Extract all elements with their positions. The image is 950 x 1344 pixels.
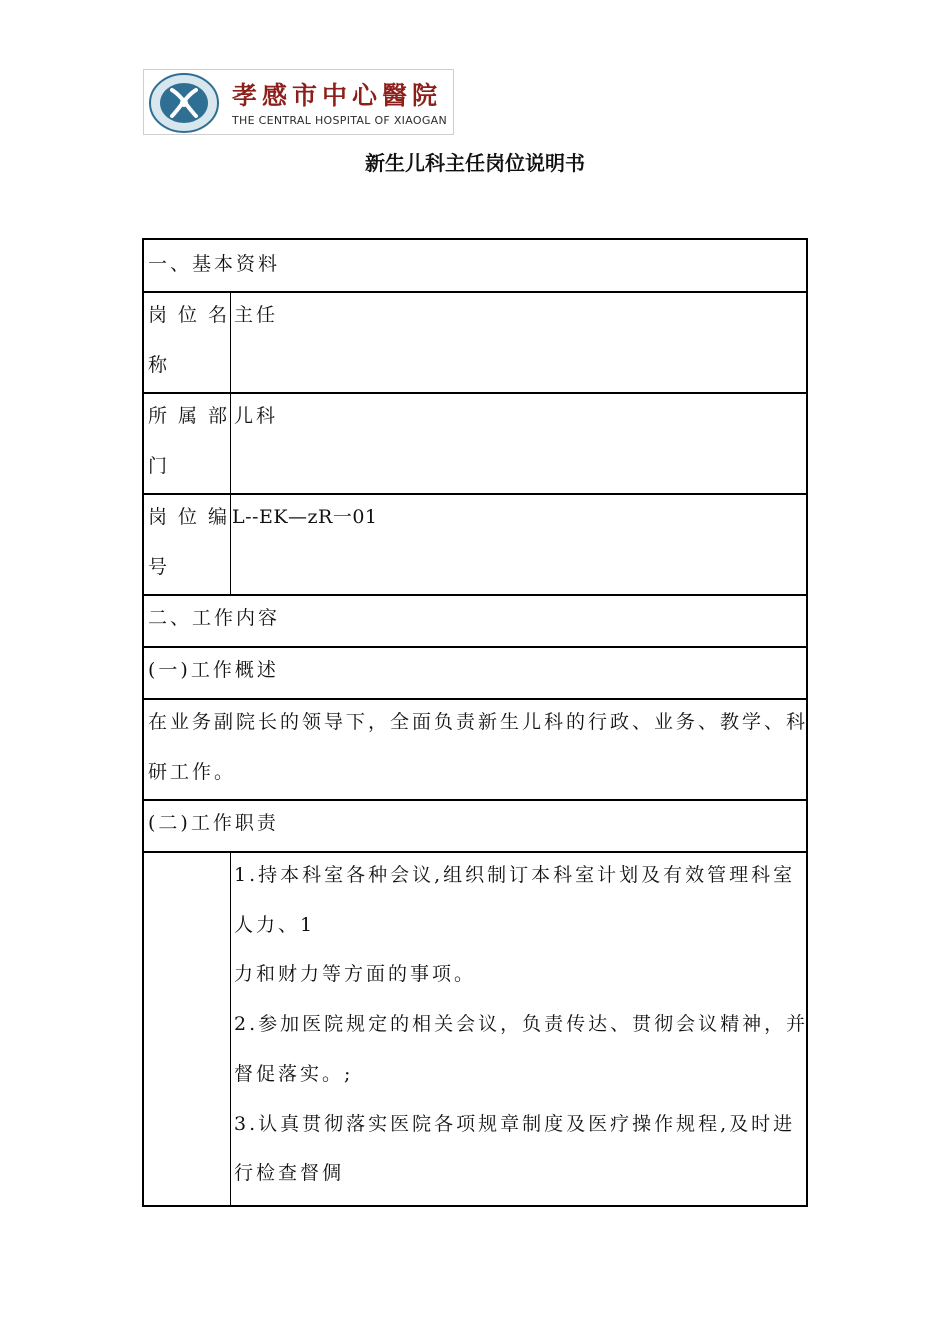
post-code-value: L--EK—zR一01 bbox=[232, 506, 378, 528]
overview-text-line: 研工作。 bbox=[148, 761, 237, 783]
row-divider bbox=[144, 698, 806, 700]
row-divider bbox=[144, 291, 806, 293]
overview-text-line: 在业务副院长的领导下，全面负责新生儿科的行政、业务、教学、科 bbox=[148, 711, 809, 733]
hospital-emblem-icon bbox=[148, 72, 220, 134]
department-label-cont: 门 bbox=[148, 455, 168, 477]
hospital-name-cn: 孝感市中心醫院 bbox=[232, 81, 443, 110]
section-basic-info: 一、基本资料 bbox=[148, 253, 281, 275]
hospital-logo bbox=[143, 69, 454, 135]
row-divider bbox=[144, 594, 806, 596]
duty-line: 行检查督倜 bbox=[234, 1162, 345, 1184]
post-name-value: 主任 bbox=[234, 304, 279, 326]
document-title: 新生儿科主任岗位说明书 bbox=[365, 151, 585, 175]
row-divider bbox=[144, 851, 806, 853]
post-code-label-cont: 号 bbox=[148, 556, 168, 578]
duty-line: 1.持本科室各种会议,组织制订本科室计划及有效管理科室 bbox=[234, 864, 796, 886]
section-work-content: 二、工作内容 bbox=[148, 607, 281, 629]
post-code-label: 岗位编 bbox=[148, 506, 239, 528]
row-divider bbox=[144, 799, 806, 801]
duty-line: 人力、1 bbox=[234, 914, 316, 936]
row-divider bbox=[144, 646, 806, 648]
overview-heading: (一)工作概述 bbox=[148, 659, 279, 681]
department-value: 儿科 bbox=[234, 405, 279, 427]
post-name-label-cont: 称 bbox=[148, 354, 168, 376]
duty-line: 3.认真贯彻落实医院各项规章制度及医疗操作规程,及时进 bbox=[234, 1113, 796, 1135]
job-description-table bbox=[142, 238, 808, 1207]
post-name-label: 岗位名 bbox=[148, 304, 239, 326]
row-divider bbox=[144, 493, 806, 495]
column-divider bbox=[230, 851, 231, 1207]
duty-line: 2.参加医院规定的相关会议，负责传达、贯彻会议精神，并 bbox=[234, 1013, 809, 1035]
column-divider bbox=[230, 291, 231, 594]
duty-line: 力和财力等方面的事项。 bbox=[234, 963, 477, 985]
duties-heading: (二)工作职责 bbox=[148, 812, 279, 834]
row-divider bbox=[144, 392, 806, 394]
duty-line: 督促落实。; bbox=[234, 1063, 354, 1085]
department-label: 所属部 bbox=[148, 405, 239, 427]
hospital-name-en: THE CENTRAL HOSPITAL OF XIAOGAN bbox=[232, 114, 447, 127]
